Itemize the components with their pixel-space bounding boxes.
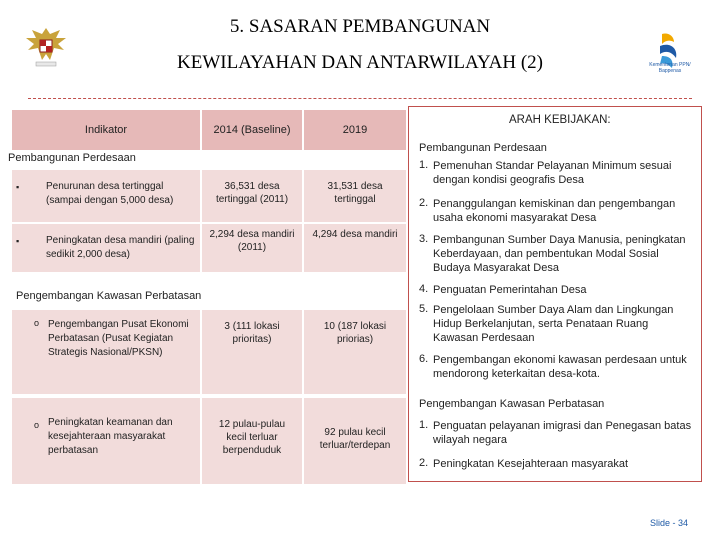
header-indikator: Indikator (12, 110, 200, 150)
table-row-baseline: 2,294 desa mandiri (2011) (209, 229, 295, 253)
arah-sec1-label: Pembangunan Perdesaan (419, 142, 547, 154)
table-row-indikator: Peningkatan keamanan dan kesejahteraan masyarakat perbatasan (48, 417, 173, 456)
header-2019: 2019 (304, 110, 406, 150)
list-number: 6. (419, 353, 429, 365)
list-item: Pembangunan Sumber Daya Manusia, peningkatan Keberdayaan, dan pembentukan Modal Sosial Budaya Masyarakat Desa (433, 234, 686, 274)
list-item: Pemenuhan Standar Pelayanan Minimum sesuai dengan kondisi geografis Desa (433, 160, 672, 186)
slide-number: Slide - 34 (650, 518, 689, 528)
section-label-perdesaan: Pembangunan Perdesaan (8, 152, 136, 164)
table-row-baseline: 3 (111 lokasi prioritas) (224, 321, 280, 345)
row-bullet: o (34, 420, 40, 430)
indikator-table (8, 110, 406, 484)
table-row-target: 31,531 desa tertinggal (327, 181, 383, 205)
list-number: 2. (419, 197, 429, 209)
table-row-target: 92 pulau kecil terluar/terdepan (319, 427, 391, 451)
garuda-emblem-icon (20, 20, 72, 72)
table-row-target: 10 (187 lokasi priorias) (323, 321, 387, 345)
bappenas-logo-text: Kementerian PPN/ Bappenas (649, 62, 691, 74)
list-number: 1. (419, 419, 429, 431)
table-row-baseline: 36,531 desa tertinggal (2011) (215, 181, 289, 205)
list-item: Pengelolaan Sumber Daya Alam dan Lingkungan Hidup Berkelanjutan, serta Penataan Ruang Kawasan Perdesaan (433, 304, 674, 344)
section-label-perbatasan: Pengembangan Kawasan Perbatasan (16, 290, 202, 302)
page-title-line2: KEWILAYAHAN DAN ANTARWILAYAH (2) (177, 52, 543, 73)
arah-sec2-label: Pengembangan Kawasan Perbatasan (419, 398, 605, 410)
arah-title: ARAH KEBIJAKAN: (509, 114, 611, 126)
list-item: Peningkatan Kesejahteraan masyarakat (433, 458, 629, 470)
list-number: 5. (419, 303, 429, 315)
list-item: Penguatan pelayanan imigrasi dan Penegasan batas wilayah negara (433, 420, 692, 446)
title-divider (28, 98, 692, 99)
table-row-indikator: Penurunan desa tertinggal (sampai dengan 5,000 desa) (46, 181, 174, 206)
table-row-indikator: Peningkatan desa mandiri (paling sedikit 2,000 desa) (46, 235, 195, 260)
table-row-baseline: 12 pulau-pulau kecil terluar berpenduduk (218, 419, 286, 456)
header-baseline: 2014 (Baseline) (202, 110, 302, 150)
list-item: Penguatan Pemerintahan Desa (433, 284, 587, 296)
table-row-target: 4,294 desa mandiri (312, 229, 398, 240)
list-number: 2. (419, 457, 429, 469)
list-item: Pengembangan ekonomi kawasan perdesaan untuk mendorong keterkaitan desa-kota. (433, 354, 687, 380)
page-title-line1: 5. SASARAN PEMBANGUNAN (229, 16, 491, 37)
list-number: 1. (419, 159, 429, 171)
list-number: 4. (419, 283, 429, 295)
row-bullet: o (34, 318, 40, 328)
row-bullet: ▪ (16, 236, 20, 246)
arah-kebijakan-box (408, 106, 702, 482)
table-row-indikator: Pengembangan Pusat Ekonomi Perbatasan (Pusat Kegiatan Strategis Nasional/PKSN) (48, 319, 189, 358)
list-item: Penanggulangan kemiskinan dan pengembangan usaha ekonomi masyarakat Desa (433, 198, 676, 224)
list-number: 3. (419, 233, 429, 245)
row-bullet: ▪ (16, 182, 20, 192)
